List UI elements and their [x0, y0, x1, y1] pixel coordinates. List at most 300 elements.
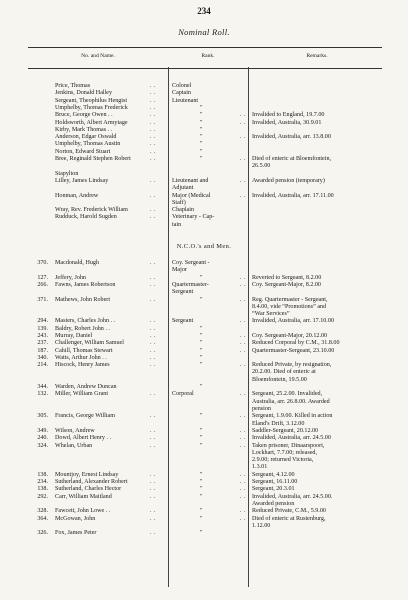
rank-line: " — [200, 119, 203, 126]
remarks-line: Invalided, Australia, arr. 17.10.00 — [252, 318, 334, 325]
leader-dots: . . — [150, 442, 157, 449]
roll-entry — [0, 508, 408, 515]
rank — [172, 214, 244, 229]
leader-dots: . . — [240, 413, 247, 420]
soldier-name: Mountjoy, Ernest Lindsay — [55, 471, 119, 478]
remarks — [252, 112, 384, 119]
table-header — [28, 47, 382, 69]
remarks-line: Reverted to Sergeant, 8.2.00 — [252, 274, 322, 281]
remarks-line: Eland's Drift, 3.12.00 — [252, 420, 305, 427]
remarks-line: Sergeant, 25.2.00. Invalided, — [252, 391, 323, 398]
service-number: 328. — [37, 508, 48, 515]
soldier-name: Price, Thomas — [55, 83, 91, 89]
rank-line: " — [200, 325, 203, 332]
remarks-line: Awarded pension (temporary) — [252, 177, 325, 184]
rank-line: " — [200, 435, 203, 442]
remarks — [252, 486, 384, 493]
rank-line: Quartermaster- — [172, 281, 209, 288]
remarks — [252, 348, 384, 355]
remarks — [252, 391, 384, 413]
soldier-name: McGowan, John — [55, 515, 96, 522]
rank-line: " — [200, 427, 203, 434]
rank-line: Chaplain — [172, 207, 195, 214]
leader-dots: . . — [150, 260, 157, 266]
leader-dots: . . — [240, 391, 247, 398]
remarks — [252, 156, 384, 171]
rank — [172, 207, 244, 214]
leader-dots: . . — [150, 427, 157, 434]
service-number: 237. — [37, 340, 48, 347]
remarks — [252, 494, 384, 509]
leader-dots: . . — [240, 134, 247, 141]
roll-entry — [0, 275, 408, 282]
soldier-name: Fox, James Peter — [55, 530, 97, 537]
leader-dots: . . — [150, 177, 157, 184]
leader-dots: . . — [150, 126, 157, 133]
rank-line: Corporal — [172, 391, 194, 398]
service-number: 370. — [37, 260, 48, 266]
leader-dots: . . — [150, 530, 157, 537]
soldier-name: Miller, William Grant — [55, 391, 109, 398]
remarks — [252, 508, 384, 515]
remarks-line: Reduced Corporal by C.M., 31.8.00 — [252, 340, 340, 347]
remarks-line: Invalided, Australia, arr. 24.5.00. — [252, 493, 333, 500]
roll-entry — [0, 348, 408, 355]
soldier-name: Wilson, Andrew — [55, 427, 95, 434]
service-number: 187. — [37, 347, 48, 354]
soldier-name: Rudduck, Harold Sugden — [55, 214, 117, 221]
column-header-number-name: No. and Name. — [81, 53, 115, 59]
leader-dots: . . — [150, 148, 157, 155]
soldier-name: Masters, Charles John . . — [55, 318, 116, 325]
rank-line: " — [200, 442, 203, 449]
leader-dots: . . — [240, 340, 247, 347]
leader-dots: . . — [150, 354, 157, 361]
leader-dots: . . — [240, 333, 247, 339]
soldier-name: Kirby, Mark Thomas . . — [55, 126, 113, 133]
soldier-name: Fawns, James Robertson — [55, 281, 116, 288]
soldier-name: Warden, Andrew Duncan — [55, 384, 117, 391]
remarks — [252, 193, 384, 200]
leader-dots: . . — [150, 508, 157, 515]
leader-dots: . . — [150, 112, 157, 119]
leader-dots: . . — [150, 141, 157, 148]
leader-dots: . . — [240, 119, 247, 126]
rank-line: Colonel — [172, 83, 192, 89]
rank-line: " — [200, 413, 203, 420]
soldier-name: Fawcett, John Lowe . . — [55, 508, 111, 515]
leader-dots: . . — [150, 83, 157, 89]
page-title: Nominal Roll. — [178, 27, 230, 37]
soldier-name: Carr, William Maitland — [55, 493, 112, 500]
remarks — [252, 472, 384, 479]
rank-line: " — [200, 296, 203, 303]
rank — [172, 340, 244, 347]
leader-dots: . . — [150, 486, 157, 493]
roll-entry — [0, 384, 408, 391]
leader-dots: . . — [150, 296, 157, 303]
leader-dots: . . — [240, 427, 247, 434]
remarks — [252, 333, 384, 340]
rank — [172, 156, 244, 163]
rank — [172, 516, 244, 523]
roll-entry — [0, 472, 408, 479]
service-number: 214. — [37, 362, 48, 369]
leader-dots: . . — [150, 347, 157, 354]
soldier-name: Bree, Reginald Stephen Robert — [55, 156, 131, 162]
roll-entry — [0, 391, 408, 413]
remarks-line: Bloemfontein, 19.5.00 — [252, 376, 307, 383]
remarks-line: 26.5.00 — [252, 163, 271, 170]
remarks-line: Sergeant, 1.9.00. Killed in action — [252, 413, 333, 420]
roll-entry — [0, 413, 408, 428]
rank-line: Major — [172, 267, 187, 274]
leader-dots: . . — [240, 435, 247, 442]
remarks-line: Died of enteric at Rustenburg, — [252, 515, 326, 522]
roll-entry — [0, 326, 408, 333]
rank-line: " — [200, 347, 203, 354]
remarks-line: Invalided, Australia, 30.9.01 — [252, 119, 322, 126]
remarks-line: Reduced Private, by resignation, — [252, 362, 332, 369]
rank-line: " — [200, 156, 203, 162]
remarks-line: 8.4.00, vide “Promotions” and — [252, 303, 327, 310]
soldier-name: Sutherland, Alexander Robert — [55, 479, 128, 485]
roll-entry — [0, 214, 408, 229]
soldier-name: Jenkins, Donald Halley — [55, 90, 113, 97]
leader-dots: . . — [240, 479, 247, 485]
service-number: 266. — [37, 281, 48, 288]
rank — [172, 297, 244, 304]
roll-entry — [0, 340, 408, 347]
rank-line: " — [200, 134, 203, 141]
leader-dots: . . — [150, 156, 157, 162]
rank-line: Staff) — [172, 199, 186, 206]
rank — [172, 134, 244, 141]
soldier-name: Bruce, George Owen . . — [55, 112, 113, 119]
roll-entry — [0, 207, 408, 214]
service-number: 326. — [37, 530, 48, 537]
rank — [172, 391, 244, 398]
rank-line: Sergeant — [172, 289, 194, 296]
leader-dots: . . — [240, 471, 247, 478]
rank-line: " — [200, 340, 203, 347]
roll-entry — [0, 105, 408, 112]
soldier-name: Sergeant, Theophilus Hengist — [55, 97, 128, 104]
rank-line: " — [200, 354, 203, 361]
leader-dots: . . — [240, 177, 247, 184]
remarks — [252, 282, 384, 289]
service-number: 292. — [37, 493, 48, 500]
soldier-name: Stapylton — [55, 170, 79, 177]
rank — [172, 435, 244, 442]
leader-dots: . . — [150, 479, 157, 485]
roll-entry — [0, 90, 408, 97]
service-number: 243. — [37, 333, 48, 339]
leader-dots: . . — [240, 347, 247, 354]
leader-dots: . . — [150, 318, 157, 325]
soldier-name: Francis, George William — [55, 413, 115, 420]
soldier-name: Cahill, Thomas Stewart — [55, 347, 113, 354]
leader-dots: . . — [150, 274, 157, 281]
rank-line: " — [200, 333, 203, 339]
soldier-name: Murray, Daniel — [55, 333, 93, 339]
roll-entry — [0, 333, 408, 340]
leader-dots: . . — [240, 493, 247, 500]
soldier-name: Whelan, Urban — [55, 442, 93, 449]
rank — [172, 193, 244, 208]
page-number: 234 — [197, 6, 211, 16]
rank-line: " — [200, 141, 203, 148]
service-number: 127. — [37, 274, 48, 281]
remarks — [252, 275, 384, 282]
rank — [172, 355, 244, 362]
roll-entry — [0, 355, 408, 362]
soldier-name: Challenger, William Samuel — [55, 340, 124, 347]
soldier-name: Watts, Arthur John . . — [55, 354, 107, 361]
rank — [172, 282, 244, 297]
service-number: 364. — [37, 515, 48, 522]
rank-line: Sergeant — [172, 318, 194, 325]
leader-dots: . . — [240, 112, 247, 119]
rank — [172, 260, 244, 275]
remarks-line: Reg. Quartermaster - Sergeant, — [252, 296, 328, 303]
service-number: 349. — [37, 427, 48, 434]
roll-entry — [0, 120, 408, 127]
remarks-line: Sergeant, 16.11.00 — [252, 479, 298, 485]
rank-line: Lieutenant and — [172, 177, 209, 184]
rank — [172, 120, 244, 127]
remarks-line: Died of enteric at Bloemfontein, — [252, 156, 332, 162]
leader-dots: . . — [240, 515, 247, 522]
leader-dots: . . — [150, 493, 157, 500]
remarks — [252, 362, 384, 384]
service-number: 371. — [37, 296, 48, 303]
rank — [172, 413, 244, 420]
remarks — [252, 428, 384, 435]
rank-line: " — [200, 104, 203, 111]
service-number: 324. — [37, 442, 48, 449]
remarks-line: pension — [252, 405, 271, 412]
roll-entry — [0, 193, 408, 208]
rank-line: " — [200, 479, 203, 485]
soldier-name: Holdsworth, Albert Armytage — [55, 119, 128, 126]
rank-line: Adjutant — [172, 185, 194, 192]
soldier-name: Dowd, Albert Henry . . — [55, 435, 112, 442]
remarks — [252, 134, 384, 141]
rank-line: tain — [172, 221, 182, 228]
service-number: 240. — [37, 435, 48, 442]
leader-dots: . . — [150, 413, 157, 420]
leader-dots: . . — [150, 333, 157, 339]
rank — [172, 530, 244, 537]
rank — [172, 333, 244, 340]
roll-entry — [0, 362, 408, 384]
leader-dots: . . — [150, 104, 157, 111]
remarks-line: Reduced Private, C.M., 5.9.00 — [252, 508, 326, 515]
rank-line: " — [200, 274, 203, 281]
service-number: 139. — [37, 325, 48, 332]
remarks — [252, 297, 384, 319]
rank — [172, 479, 244, 486]
leader-dots: . . — [240, 318, 247, 325]
leader-dots: . . — [150, 207, 157, 214]
rank — [172, 275, 244, 282]
service-number: 305. — [37, 413, 48, 420]
roll-entry — [0, 260, 408, 275]
remarks — [252, 516, 384, 531]
service-number: 138. — [37, 486, 48, 493]
leader-dots: . . — [150, 362, 157, 369]
leader-dots: . . — [240, 442, 247, 449]
rank — [172, 318, 244, 325]
column-header-rank: Rank. — [201, 53, 215, 59]
roll-entry — [0, 318, 408, 325]
rank — [172, 472, 244, 479]
leader-dots: . . — [150, 90, 157, 97]
remarks — [252, 318, 384, 325]
roll-entry — [0, 141, 408, 148]
rank — [172, 178, 244, 193]
rank — [172, 98, 244, 105]
remarks-line: Quartermaster-Sergeant, 23.10.00 — [252, 347, 335, 354]
remarks-line: Coy. Sergeant-Major, 20.12.00 — [252, 333, 328, 339]
leader-dots: . . — [240, 296, 247, 303]
remarks-line: Coy. Sergeant-Major, 8.2.00 — [252, 281, 321, 288]
roll-entry — [0, 530, 408, 537]
rank — [172, 83, 244, 90]
rank-line: " — [200, 515, 203, 522]
rank-line: Lieutenant — [172, 97, 199, 104]
rank-line: " — [200, 148, 203, 155]
soldier-name: Honman, Andrew — [55, 192, 99, 199]
roll-entry — [0, 149, 408, 156]
remarks-line: 1.12.00 — [252, 522, 271, 529]
leader-dots: . . — [240, 156, 247, 162]
leader-dots: . . — [150, 281, 157, 288]
rank-line: Major (Medical — [172, 192, 211, 199]
rank-line: Coy. Sergeant - — [172, 260, 210, 266]
rank-line: Veterinary - Cap- — [172, 214, 215, 221]
rank-line: " — [200, 486, 203, 493]
rank-line: " — [200, 471, 203, 478]
rank-line: " — [200, 112, 203, 119]
remarks — [252, 178, 384, 185]
leader-dots: . . — [150, 97, 157, 104]
roll-entry — [0, 112, 408, 119]
remarks-line: Australia, arr. 26.8.00. Awarded — [252, 398, 330, 405]
rank — [172, 384, 244, 391]
leader-dots: . . — [240, 274, 247, 281]
rank-line: " — [200, 384, 203, 391]
rank — [172, 494, 244, 501]
soldier-name: Baldry, Robert John . . — [55, 325, 110, 332]
leader-dots: . . — [240, 362, 247, 369]
leader-dots: . . — [150, 471, 157, 478]
roll-entry — [0, 98, 408, 105]
roll-entry — [0, 297, 408, 319]
remarks — [252, 479, 384, 486]
leader-dots: . . — [150, 435, 157, 442]
service-number: 234. — [37, 479, 48, 485]
roll-entry — [0, 134, 408, 141]
remarks-line: Invalided, Australia, arr. 24.5.00 — [252, 435, 331, 442]
soldier-name: Wray, Rev. Frederick William — [55, 207, 128, 214]
remarks — [252, 120, 384, 127]
roll-entry — [0, 494, 408, 509]
leader-dots: . . — [150, 214, 157, 221]
remarks-line: Invalided, Australia, arr. 13.8.00 — [252, 134, 331, 141]
remarks — [252, 340, 384, 347]
remarks-line: Taken prisoner, Dinaarspoort, — [252, 442, 325, 449]
leader-dots: . . — [150, 391, 157, 398]
remarks-line: Sergeant, 4.12.00 — [252, 471, 295, 478]
remarks-line: Invalided, Australia, arr. 17.11.00 — [252, 192, 334, 199]
roll-entry — [0, 435, 408, 442]
soldier-name: Macdonald, Hugh — [55, 260, 100, 266]
service-number: 138. — [37, 471, 48, 478]
remarks-line: Lockhart, 7.7.00; released, — [252, 449, 317, 456]
remarks-line: Invalided to England, 19.7.00 — [252, 112, 325, 119]
rank — [172, 141, 244, 148]
soldier-name: Jeffery, John — [55, 274, 86, 281]
remarks-line: 20.2.00. Died of enteric at — [252, 369, 316, 376]
remarks-line: “War Services” — [252, 311, 290, 318]
rank — [172, 362, 244, 369]
roll-entry — [0, 127, 408, 134]
remarks — [252, 435, 384, 442]
roll-entry — [0, 443, 408, 472]
leader-dots: . . — [150, 340, 157, 347]
roll-entry — [0, 156, 408, 171]
soldier-name: Mathews, John Robert — [55, 296, 111, 303]
roll-entry — [0, 83, 408, 90]
roll-entry — [0, 516, 408, 531]
remarks-line: Sergeant, 20.3.01 — [252, 486, 295, 493]
leader-dots: . . — [150, 192, 157, 199]
leader-dots: . . — [150, 119, 157, 126]
rank — [172, 508, 244, 515]
section-heading: N.C.O.'s and Men. — [176, 243, 232, 250]
remarks-line: 1.3.01 — [252, 464, 268, 471]
rank — [172, 486, 244, 493]
roll-entry — [0, 428, 408, 435]
remarks — [252, 443, 384, 472]
remarks-line: Awarded pension — [252, 500, 295, 507]
rank-line: " — [200, 126, 203, 133]
leader-dots: . . — [240, 281, 247, 288]
roll-entry — [0, 171, 408, 178]
rank — [172, 112, 244, 119]
rank — [172, 105, 244, 112]
service-number: 340. — [37, 354, 48, 361]
roll-entry — [0, 282, 408, 297]
soldier-name: Umphelby, Thomas Austin — [55, 141, 121, 148]
soldier-name: Norton, Edward Stuart — [55, 148, 111, 155]
service-number: 132. — [37, 391, 48, 398]
leader-dots: . . — [240, 486, 247, 493]
remarks-line: 2.9.00; returned Victoria, — [252, 457, 314, 464]
remarks-line: Saddler-Sergeant, 20.12.00 — [252, 427, 319, 434]
rank — [172, 326, 244, 333]
rank-line: Captain — [172, 90, 191, 97]
rank-line: " — [200, 530, 203, 537]
soldier-name: Sutherland, Charles Hector — [55, 486, 122, 493]
rank — [172, 149, 244, 156]
soldier-name: Umphelby, Thomas Frederick — [55, 104, 128, 111]
rank-line: " — [200, 362, 203, 369]
service-number: 294. — [37, 318, 48, 325]
rank — [172, 348, 244, 355]
